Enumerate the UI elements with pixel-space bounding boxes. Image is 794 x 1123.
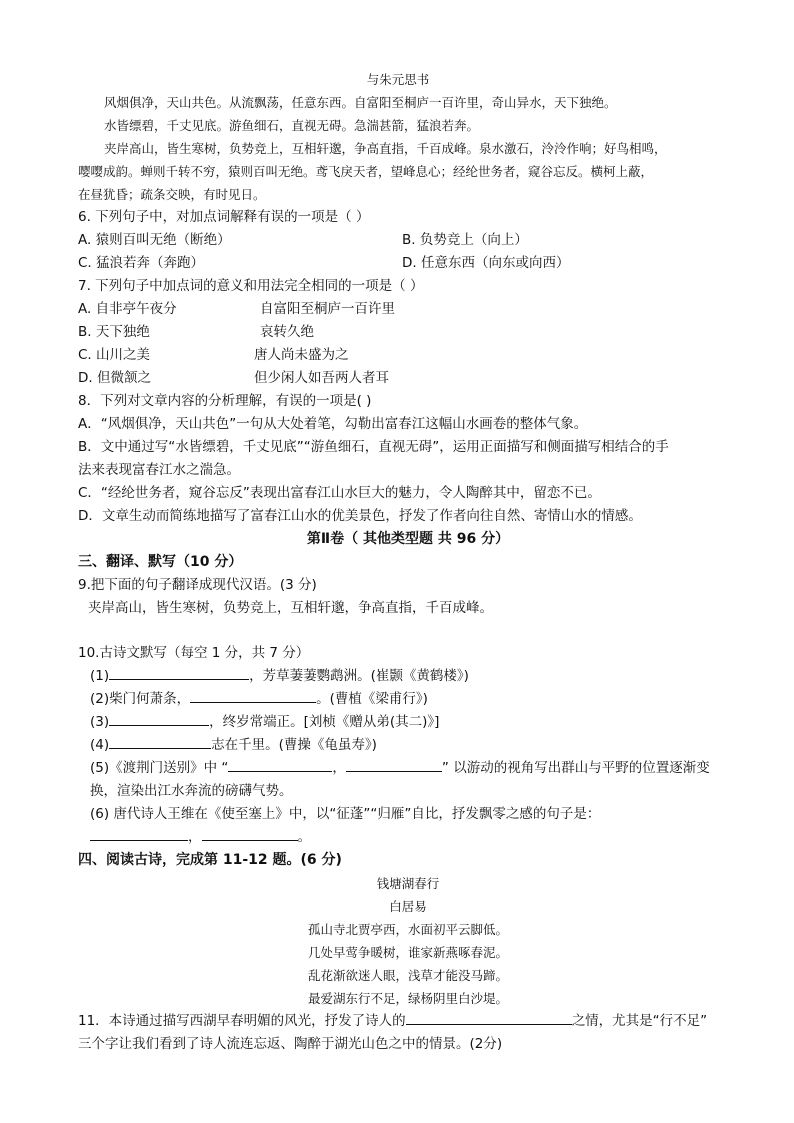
poem-line: 最爱湖东行不足，绿杨阴里白沙堤。 xyxy=(307,991,508,1006)
poem-title: 钱塘湖春行 xyxy=(376,876,440,891)
question-11-line-1 xyxy=(78,1010,738,1033)
item-text: 。(曹植《梁甫行》) xyxy=(316,691,428,707)
option-a: A. 猿则百叫无绝（断绝） xyxy=(78,232,231,248)
option-left: B. 天下独绝 xyxy=(78,324,150,340)
question-10-stem: 10.古诗文默写（每空 1 分，共 7 分） xyxy=(78,645,310,661)
question-6-stem: 6. 下列句子中，对加点词解释有误的一项是（ ） xyxy=(78,209,370,225)
item-number: (4) xyxy=(90,737,110,753)
question-6-row-1 xyxy=(78,229,738,252)
option-left: A. 自非亭午夜分 xyxy=(78,301,177,317)
dictation-5 xyxy=(78,757,738,780)
option-left: C. 山川之美 xyxy=(78,347,151,363)
question-8-option-c: C．“经纶世务者，窥谷忘反”表现出富春江山水巨大的魅力，令人陶醉其中，留恋不已。 xyxy=(78,485,601,501)
passage-paragraph-1: 风烟俱净，天山共色。从流飘荡，任意东西。自富阳至桐庐一百许里，奇山异水，天下独绝。 xyxy=(104,95,617,110)
answer-blank[interactable] xyxy=(406,1010,572,1025)
section-4-title: 四、阅读古诗，完成第 11-12 题。(6 分) xyxy=(78,852,342,868)
option-right: 哀转久绝 xyxy=(260,324,314,340)
item-text: 志在千里。(曹操《龟虽寿》) xyxy=(211,737,377,753)
item-text: (5)《渡荆门送别》中 “ xyxy=(90,760,229,776)
question-7-option-c xyxy=(78,344,738,367)
volume-2-heading: 第Ⅱ卷（ 其他类型题 共 96 分） xyxy=(306,531,510,547)
question-7-option-a xyxy=(78,298,738,321)
option-right: 唐人尚未盛为之 xyxy=(254,347,349,363)
question-6-row-2 xyxy=(78,252,738,275)
item-text: ” 以游动的视角写出群山与平野的位置逐渐变 xyxy=(441,760,710,776)
question-7-option-d xyxy=(78,367,738,390)
answer-blank[interactable] xyxy=(109,665,249,680)
passage-paragraph-3-line-1: 夹岸高山，皆生寒树，负势竞上，互相轩邈，争高直指，千百成峰。泉水激石，泠泠作响；好鸟相鸣， xyxy=(104,141,667,156)
item-number: (1) xyxy=(90,668,110,684)
question-8-stem: 8．下列对文章内容的分析理解，有误的一项是( ) xyxy=(78,393,372,409)
section-3-title: 三、翻译、默写（10 分） xyxy=(78,554,243,570)
question-7-option-b xyxy=(78,321,738,344)
option-right: 但少闲人如吾两人者耳 xyxy=(254,370,389,386)
dictation-4 xyxy=(78,734,738,757)
dictation-1 xyxy=(78,665,738,688)
item-text: ，芳草萋萋鹦鹉洲。(崔颢《黄鹤楼》) xyxy=(249,668,469,684)
item-text: ，终岁常端正。[刘桢《赠从弟(其二)》] xyxy=(209,714,440,730)
answer-blank[interactable] xyxy=(202,826,298,841)
dictation-3 xyxy=(78,711,738,734)
option-c: C. 猛浪若奔（奔跑） xyxy=(78,255,205,271)
question-9-stem: 9.把下面的句子翻译成现代汉语。(3 分) xyxy=(78,577,317,593)
dictation-5-continued: 换，渲染出江水奔流的磅礴气势。 xyxy=(90,783,293,799)
poem-line: 几处早莺争暖树，谁家新燕啄春泥。 xyxy=(307,945,508,960)
poem-author: 白居易 xyxy=(389,899,427,914)
item-text: (2)柴门何萧条， xyxy=(90,691,191,707)
item-text: ， xyxy=(332,760,346,776)
question-8-option-b-line-1: B．文中通过写“水皆缥碧，千丈见底”“游鱼细石，直视无碍”，运用正面描写和侧面描写相结合的手 xyxy=(78,439,669,455)
option-left: D. 但微颔之 xyxy=(78,370,151,386)
question-text: 11．本诗通过描写西湖早春明媚的风光，抒发了诗人的 xyxy=(78,1013,406,1029)
poem-line: 乱花渐欲迷人眼，浅草才能没马蹄。 xyxy=(307,968,508,983)
dictation-2 xyxy=(78,688,738,711)
option-right: 自富阳至桐庐一百许里 xyxy=(260,301,395,317)
item-number: (3) xyxy=(90,714,110,730)
option-d: D. 任意东西（向东或向西） xyxy=(402,255,570,271)
answer-blank[interactable] xyxy=(90,826,188,841)
passage-paragraph-2: 水皆缥碧，千丈见底。游鱼细石，直视无碍。急湍甚箭，猛浪若奔。 xyxy=(104,118,480,133)
passage-paragraph-3-line-3: 在昼犹昏；疏条交映，有时见日。 xyxy=(78,187,266,202)
question-8-option-a: A．“风烟俱净，天山共色”一句从大处着笔，勾勒出富春江这幅山水画卷的整体气象。 xyxy=(78,416,588,432)
question-8-option-b-line-2: 法来表现富春江水之湍急。 xyxy=(78,462,240,478)
passage-paragraph-3-line-2: 嘤嘤成韵。蝉则千转不穷，猿则百叫无绝。鸢飞戾天者，望峰息心；经纶世务者，窥谷忘反。横柯上蔽， xyxy=(78,164,654,179)
answer-blank[interactable] xyxy=(228,757,332,772)
passage-title: 与朱元思书 xyxy=(366,72,430,87)
question-7-stem: 7. 下列句子中加点词的意义和用法完全相同的一项是（ ） xyxy=(78,278,424,294)
answer-space xyxy=(78,620,738,642)
question-8-option-d: D．文章生动而简练地描写了富春江山水的优美景色，抒发了作者向往自然、寄情山水的情感。 xyxy=(78,508,642,524)
dictation-6: (6) 唐代诗人王维在《使至塞上》中，以“征蓬”“归雁”自比，抒发飘零之感的句子是： xyxy=(90,806,601,822)
question-11-line-2: 三个字让我们看到了诗人流连忘返、陶醉于湖光山色之中的情景。(2分) xyxy=(78,1036,503,1052)
dictation-6-answer xyxy=(78,826,738,849)
poem-line: 孤山寺北贾亭西，水面初平云脚低。 xyxy=(307,922,508,937)
answer-blank[interactable] xyxy=(190,688,316,703)
answer-blank[interactable] xyxy=(346,757,442,772)
answer-blank[interactable] xyxy=(109,711,209,726)
item-text: ， xyxy=(188,829,202,845)
question-9-sentence: 夹岸高山，皆生寒树，负势竞上，互相轩邈，争高直指，千百成峰。 xyxy=(88,600,493,616)
item-text: 。 xyxy=(297,829,311,845)
option-b: B. 负势竞上（向上） xyxy=(402,232,528,248)
question-text: 之情，尤其是“行不足” xyxy=(571,1013,708,1029)
answer-blank[interactable] xyxy=(109,734,211,749)
